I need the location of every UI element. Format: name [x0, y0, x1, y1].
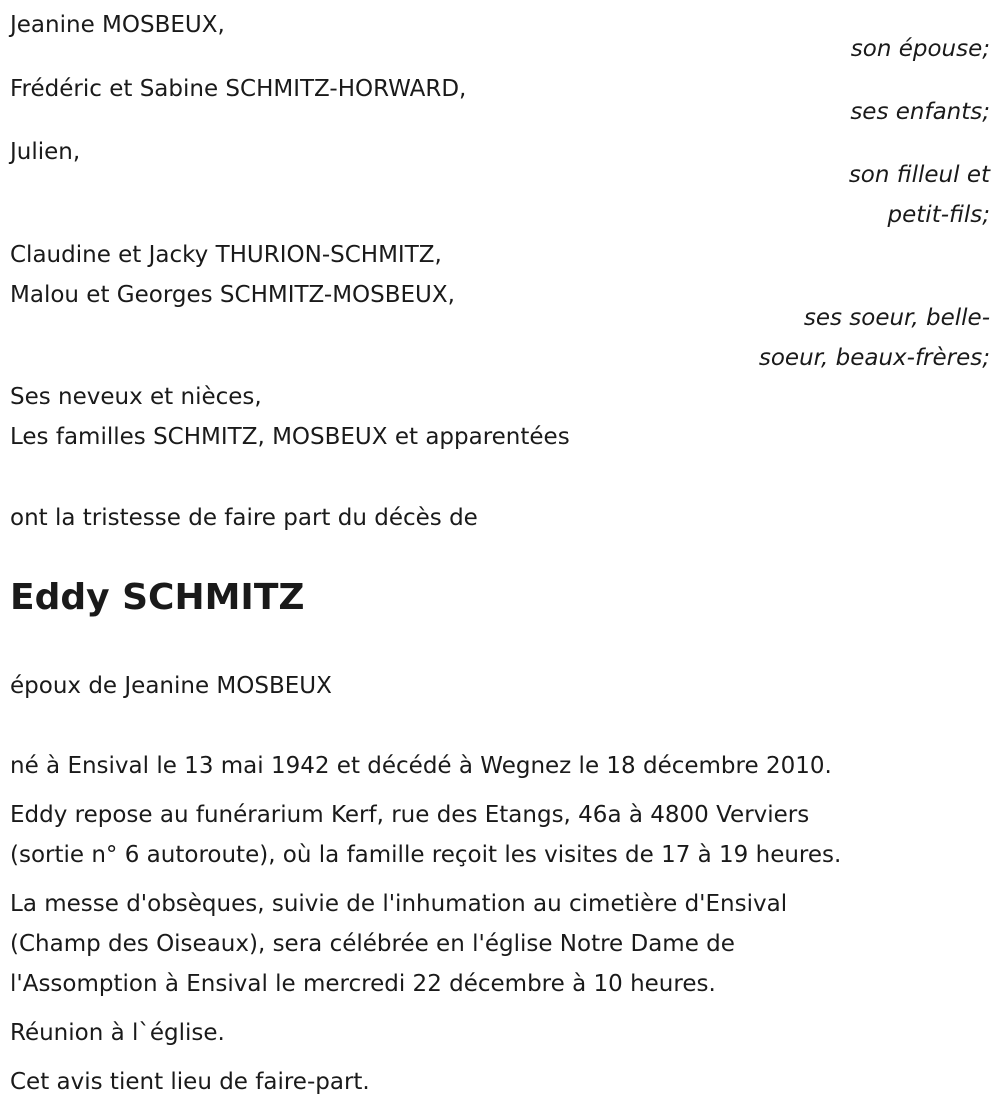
- mass-line-3: l'Assomption à Ensival le mercredi 22 décembre à 10 heures.: [10, 971, 716, 997]
- funeral-home-line-2: (sortie n° 6 autoroute), où la famille reçoit les visites de 17 à 19 heures.: [10, 842, 842, 868]
- siblings-relation-line-1: ses soeur, belle-: [803, 305, 990, 331]
- mass-line-1: La messe d'obsèques, suivie de l'inhumation au cimetière d'Ensival: [10, 891, 788, 917]
- obituary-notice: [10, 0, 990, 1118]
- godson-relation-line-1: son filleul et: [848, 162, 990, 188]
- announcement-intro: ont la tristesse de faire part du décès de: [10, 505, 478, 531]
- birth-death-line: né à Ensival le 13 mai 1942 et décédé à Wegnez le 18 décembre 2010.: [10, 753, 832, 779]
- funeral-home-line-1: Eddy repose au funérarium Kerf, rue des Etangs, 46a à 4800 Verviers: [10, 802, 810, 828]
- children-names: Frédéric et Sabine SCHMITZ-HORWARD,: [10, 76, 467, 102]
- meeting-line: Réunion à l`église.: [10, 1020, 225, 1046]
- deceased-name: Eddy SCHMITZ: [10, 577, 305, 618]
- wife-name: Jeanine MOSBEUX,: [10, 12, 225, 38]
- siblings-line-1: Claudine et Jacky THURION-SCHMITZ,: [10, 242, 442, 268]
- notice-line: Cet avis tient lieu de faire-part.: [10, 1069, 370, 1095]
- children-relation: ses enfants;: [850, 99, 990, 125]
- godson-name: Julien,: [10, 139, 81, 165]
- godson-relation-line-2: petit-fils;: [887, 202, 990, 228]
- families-line: Les familles SCHMITZ, MOSBEUX et apparentées: [10, 424, 570, 450]
- siblings-line-2: Malou et Georges SCHMITZ-MOSBEUX,: [10, 282, 455, 308]
- siblings-relation-line-2: soeur, beaux-frères;: [758, 345, 990, 371]
- wife-relation: son épouse;: [850, 36, 990, 62]
- nephews-line: Ses neveux et nièces,: [10, 384, 262, 410]
- spouse-of-line: époux de Jeanine MOSBEUX: [10, 673, 332, 699]
- mass-line-2: (Champ des Oiseaux), sera célébrée en l'église Notre Dame de: [10, 931, 735, 957]
